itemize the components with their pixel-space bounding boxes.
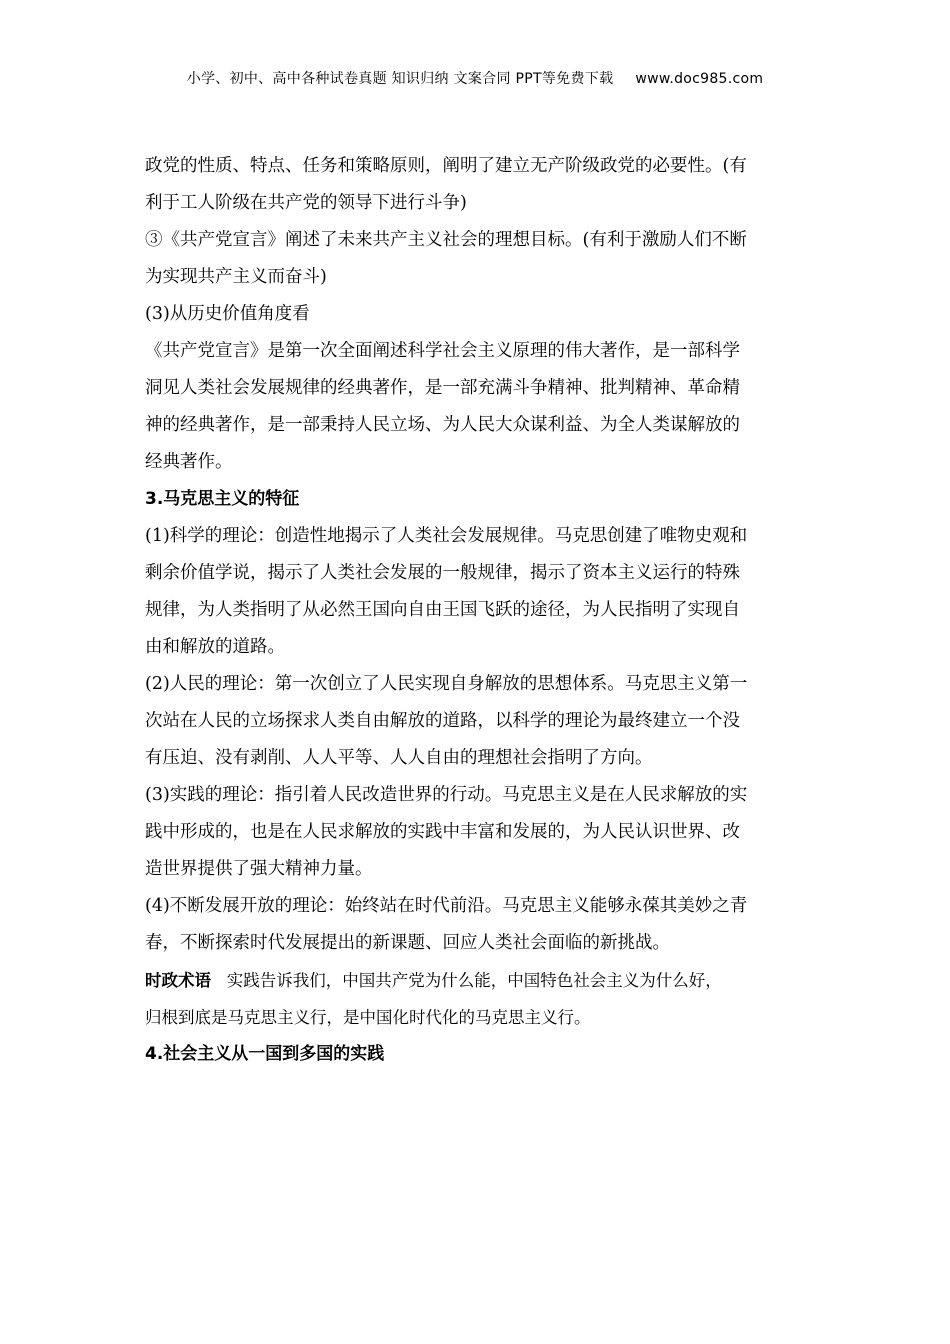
text-line: 利于工人阶级在共产党的领导下进行斗争) bbox=[145, 193, 467, 213]
text-line: 造世界提供了强大精神力量。 bbox=[145, 859, 373, 879]
text-line: 政党的性质、特点、任务和策略原则，阐明了建立无产阶级政党的必要性。(有 bbox=[145, 156, 747, 176]
text-line: 洞见人类社会发展规律的经典著作，是一部充满斗争精神、批判精神、革命精 bbox=[145, 378, 740, 398]
document-body bbox=[145, 148, 810, 1073]
page-header bbox=[0, 68, 950, 88]
text-line: 有压迫、没有剥削、人人平等、人人自由的理想社会指明了方向。 bbox=[145, 748, 653, 768]
text-line: 春，不断探索时代发展提出的新课题、回应人类社会面临的新挑战。 bbox=[145, 933, 670, 953]
text-line: 为实现共产主义而奋斗) bbox=[145, 267, 327, 287]
text-line: (3)实践的理论：指引着人民改造世界的行动。马克思主义是在人民求解放的实 bbox=[145, 785, 748, 805]
section-heading: 3.马克思主义的特征 bbox=[145, 489, 300, 509]
term-text: 实践告诉我们，中国共产党为什么能，中国特色社会主义为什么好， bbox=[226, 971, 722, 990]
text-line: 践中形成的，也是在人民求解放的实践中丰富和发展的，为人民认识世界、改 bbox=[145, 822, 740, 842]
text-line: 由和解放的道路。 bbox=[145, 637, 285, 657]
text-line: (2)人民的理论：第一次创立了人民实现自身解放的思想体系。马克思主义第一 bbox=[145, 674, 748, 694]
text-line: 次站在人民的立场探求人类自由解放的道路，以科学的理论为最终建立一个没 bbox=[145, 711, 740, 731]
text-line: (1)科学的理论：创造性地揭示了人类社会发展规律。马克思创建了唯物史观和 bbox=[145, 526, 748, 546]
term-line bbox=[145, 962, 810, 999]
text-line: ③《共产党宣言》阐述了未来共产主义社会的理想目标。(有利于激励人们不断 bbox=[145, 230, 747, 250]
header-text: 小学、初中、高中各种试卷真题 知识归纳 文案合同 PPT等免费下载 bbox=[186, 71, 614, 87]
text-line: 剩余价值学说，揭示了人类社会发展的一般规律，揭示了资本主义运行的特殊 bbox=[145, 563, 740, 583]
text-line: (3)从历史价值角度看 bbox=[145, 304, 310, 324]
text-line: 经典著作。 bbox=[145, 452, 233, 472]
term-label: 时政术语 bbox=[145, 971, 211, 990]
text-line: (4)不断发展开放的理论：始终站在时代前沿。马克思主义能够永葆其美妙之青 bbox=[145, 896, 748, 916]
text-line: 《共产党宣言》是第一次全面阐述科学社会主义原理的伟大著作，是一部科学 bbox=[145, 341, 740, 361]
term-line: 归根到底是马克思主义行，是中国化时代化的马克思主义行。 bbox=[145, 1008, 591, 1027]
header-url[interactable]: www.doc985.com bbox=[635, 71, 764, 87]
text-line: 规律，为人类指明了从必然王国向自由王国飞跃的途径，为人民指明了实现自 bbox=[145, 600, 740, 620]
text-line: 神的经典著作，是一部秉持人民立场、为人民大众谋利益、为全人类谋解放的 bbox=[145, 415, 740, 435]
section-heading: 4.社会主义从一国到多国的实践 bbox=[145, 1044, 385, 1064]
